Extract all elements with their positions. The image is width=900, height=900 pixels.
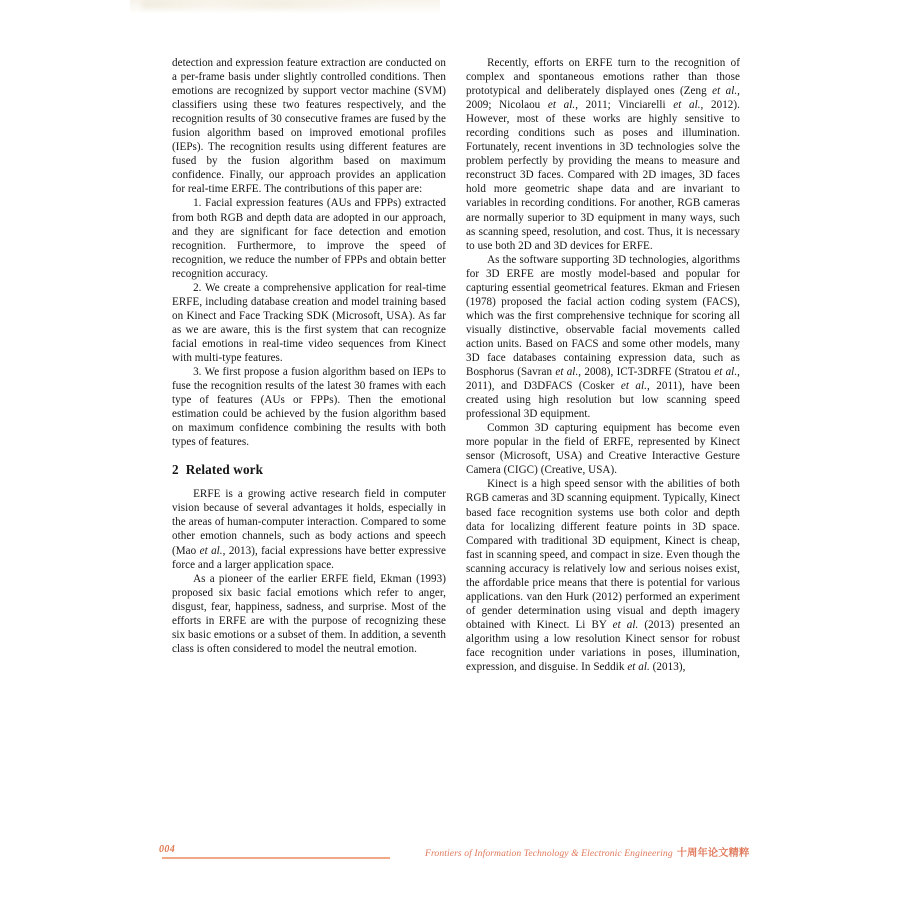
paragraph: 2. We create a comprehensive application for real-time ERFE, including database creation and model training based on Kinect and Face Tracking SDK (Microsoft, USA). As far as we are aware, this is the first system that can recognize facial emotions in real-time video sequences from Kinect with multi-type features.: [172, 281, 446, 364]
section-number: 2: [172, 462, 179, 478]
right-text-column: [466, 56, 740, 674]
footer-journal-title-latin: Frontiers of Information Technology & Electronic Engineering: [425, 848, 673, 859]
two-column-body: [172, 56, 740, 674]
citation-et-al: et al.: [673, 99, 701, 112]
paragraph: As a pioneer of the earlier ERFE field, Ekman (1993) proposed six basic facial emotions which refer to anger, disgust, fear, happiness, sadness, and surprise. Most of the efforts in ERFE are with the purpose of recognizing these six basic emotions or a subset of them. In addition, a seventh class is often considered to model the neutral emotion.: [172, 572, 446, 655]
paragraph: ERFE is a growing active research field in computer vision because of several advantages it holds, especially in the areas of human-computer interaction. Compared to some other emotion channels, such as body actions and speech (Mao et al., 2013), facial expressions have better expressive force and a larger application space.: [172, 488, 446, 571]
footer-rule: [162, 857, 390, 859]
paragraph: Recently, efforts on ERFE turn to the recognition of complex and spontaneous emotions rather than those prototypical and deliberately displayed ones (Zeng et al., 2009; Nicolaou et al., 2011; Vinciarelli et al., 2012). However, most of these works are highly sensitive to recording conditions such as poses and illumination. Fortunately, recent inventions in 3D technologies solve the problem perfectly by providing the means to measure and reconstruct 3D faces. Compared with 2D images, 3D faces hold more geometric shape data and are invariant to variables in recording conditions. For another, RGB cameras are normally superior to 3D equipment in many ways, such as scanning speed, resolution, and cost. Thus, it is necessary to use both 2D and 3D devices for ERFE.: [466, 57, 741, 252]
citation-et-al: et al.: [714, 366, 738, 379]
paragraph: Common 3D capturing equipment has become even more popular in the field of ERFE, represented by Kinect sensor (Microsoft, USA) and Creative Interactive Gesture Camera (CIGC) (Creative, USA).: [466, 422, 740, 477]
footer-inner: [150, 843, 750, 867]
section-heading: [172, 462, 446, 478]
page-footer: [0, 843, 900, 867]
paragraph: As the software supporting 3D technologies, algorithms for 3D ERFE are mostly model-based and popular for capturing essential geometrical features. Ekman and Friesen (1978) proposed the facial action coding system (FACS), which was the first comprehensive technique for scoring all visually distinctive, observable facial movements called action units. Based on FACS and some other models, many 3D face databases containing expression data, such as Bosphorus (Savran et al., 2008), ICT-3DRFE (Stratou et al., 2011), and D3DFACS (Cosker et al., 2011), have been created using high resolution but low scanning speed professional 3D equipment.: [466, 253, 740, 421]
paragraph: Kinect is a high speed sensor with the abilities of both RGB cameras and 3D scanning equipment. Typically, Kinect based face recognition systems use both color and depth data for localizing different feature points in 3D space. Compared with traditional 3D equipment, Kinect is cheap, fast in scanning speed, and compact in size. Even though the scanning accuracy is relatively low and serious noises exist, the affordable price means that there is potential for various applications. van den Hurk (2012) performed an experiment of gender determination using visual and depth imagery obtained with Kinect. Li BY et al. (2013) presented an algorithm using a low resolution Kinect sensor for robust face recognition under variations in poses, illumination, expression, and disguise. In Seddik et al. (2013),: [466, 478, 741, 674]
citation-et-al: et al.: [199, 544, 223, 557]
citation-et-al: et al.: [620, 380, 647, 393]
paragraph: 3. We first propose a fusion algorithm based on IEPs to fuse the recognition results of the latest 30 frames with each type of features (AUs or FPPs). Then the emotional estimation could be achieved by the fusion algorithm based on maximum confidence combining the results with both types of features.: [172, 366, 446, 449]
paragraph: detection and expression feature extraction are conducted on a per-frame basis under slightly controlled conditions. Then emotions are recognized by support vector machine (SVM) classifiers using these two features respectively, and the recognition results of 30 consecutive frames are fused by the fusion algorithm based on improved emotional profiles (IEPs). The recognition results using different features are fused by the fusion algorithm based on maximum confidence. Finally, our approach provides an application for real-time ERFE. The contributions of this paper are:: [172, 57, 446, 196]
footer-journal-title: [425, 844, 749, 859]
citation-et-al: et al.: [555, 366, 579, 379]
section-title: Related work: [185, 462, 264, 478]
page-number: 004: [159, 844, 176, 855]
scan-artifact: [130, 0, 440, 14]
paragraph: 1. Facial expression features (AUs and FPPs) extracted from both RGB and depth data are adopted in our approach, and they are significant for face detection and emotion recognition. Furthermore, to improve the speed of recognition, we reduce the number of FPPs and obtain better recognition accuracy.: [172, 197, 446, 280]
citation-et-al: et al.: [627, 661, 650, 674]
left-text-column: [172, 56, 446, 674]
citation-et-al: et al.: [712, 85, 738, 98]
citation-et-al: et al.: [612, 618, 639, 631]
footer-journal-title-cjk: 十周年论文精粹: [676, 848, 750, 859]
citation-et-al: et al.: [547, 99, 576, 112]
